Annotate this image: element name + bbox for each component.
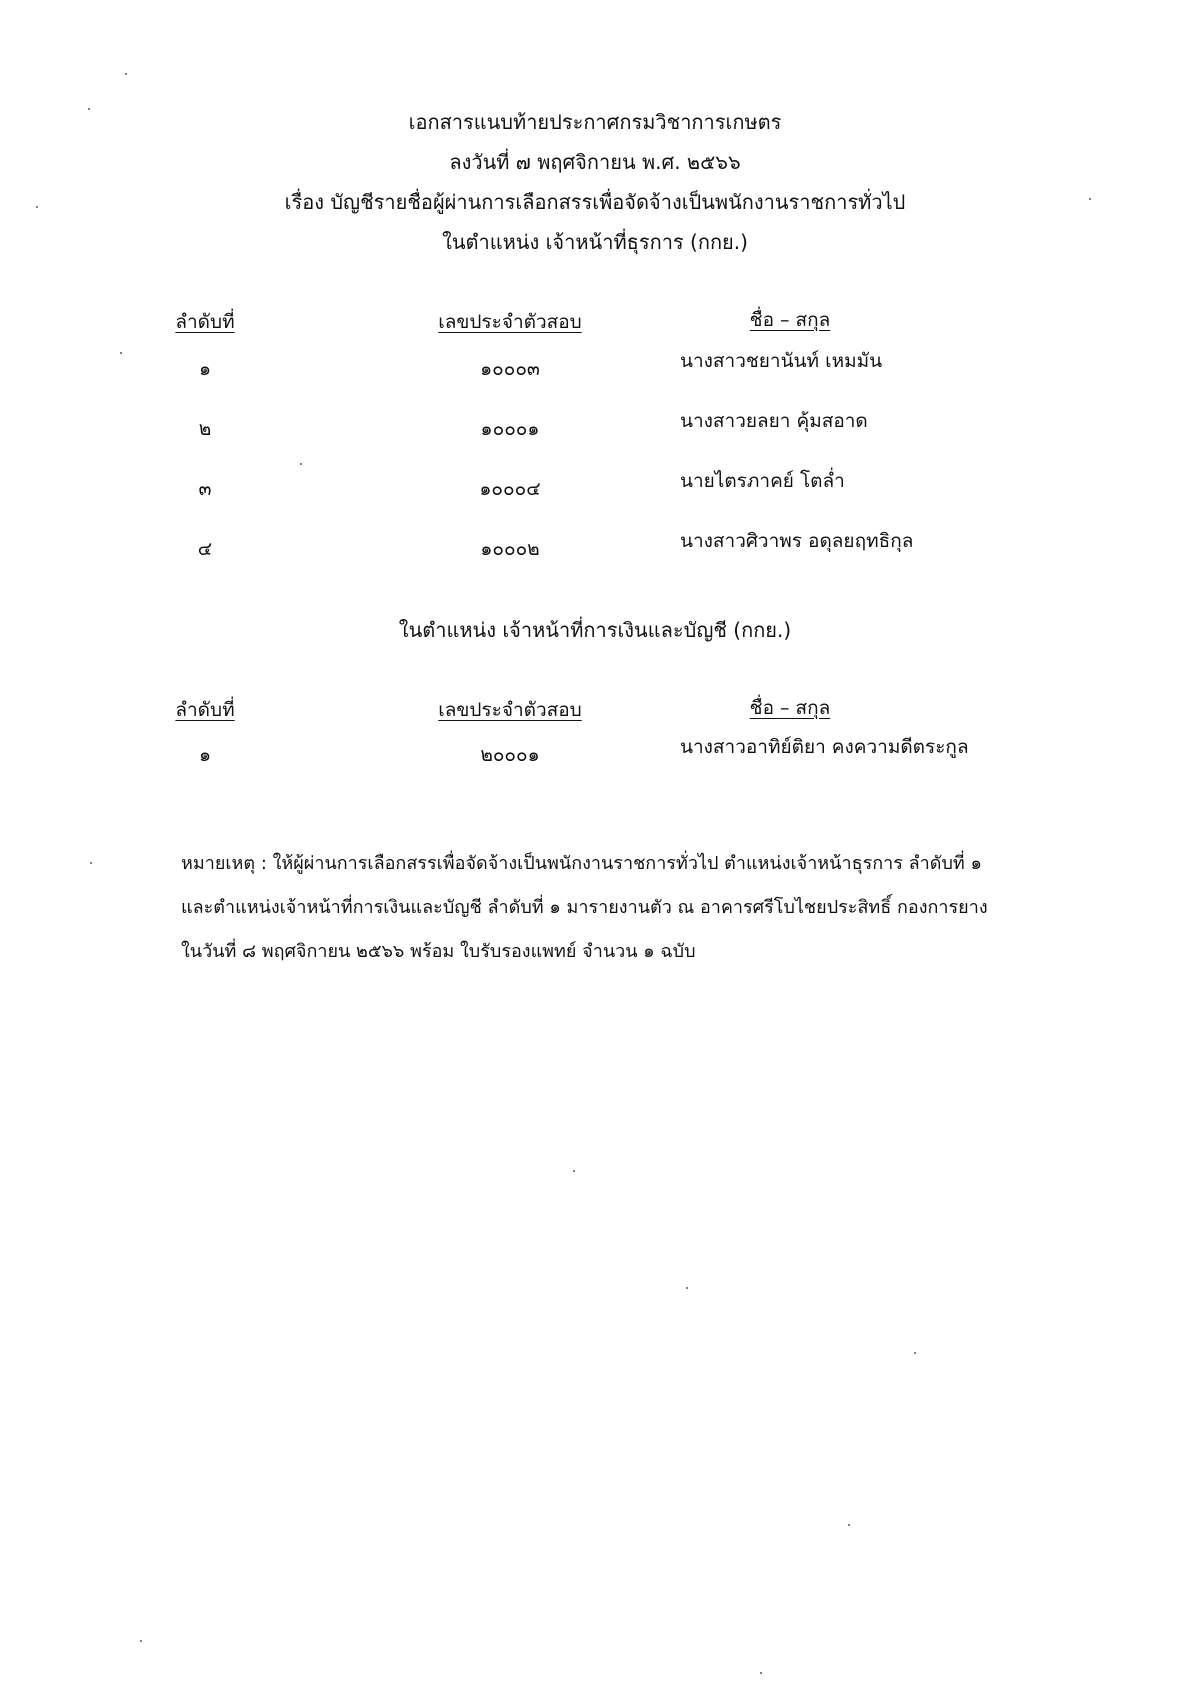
scan-speck bbox=[88, 108, 90, 110]
scan-speck bbox=[125, 73, 127, 75]
table2-row-1-rank: ๑ bbox=[198, 744, 212, 766]
doc-heading-position: ในตำแหน่ง เจ้าหน้าที่ธุรการ (กกย.) bbox=[442, 230, 748, 254]
scan-speck bbox=[36, 206, 38, 208]
scan-speck bbox=[120, 352, 122, 354]
scan-speck bbox=[140, 1640, 142, 1642]
table1-row-4-exam-id: ๑๐๐๐๒ bbox=[480, 538, 540, 560]
note-line-1: หมายเหตุ : ให้ผู้ผ่านการเลือกสรรเพื่อจัดจ้างเป็นพนักงานราชการทั่วไป ตำแหน่งเจ้าหน้าธุรการ ลำดับที่ ๑ bbox=[181, 853, 982, 874]
table1-row-3-name: นายไตรภาคย์ โตล่ำ bbox=[680, 470, 845, 492]
table1-row-1-name: นางสาวชยานันท์ เหมมัน bbox=[680, 350, 883, 372]
section2-title: ในตำแหน่ง เจ้าหน้าที่การเงินและบัญชี (กกย.) bbox=[398, 618, 792, 642]
scan-speck bbox=[760, 1672, 762, 1674]
table2-header-exam-id: เลขประจำตัวสอบ bbox=[438, 699, 582, 721]
doc-heading-date: ลงวันที่ ๗ พฤศจิกายน พ.ศ. ๒๕๖๖ bbox=[449, 150, 741, 174]
note-line-2: และตำแหน่งเจ้าหน้าที่การเงินและบัญชี ลำดับที่ ๑ มารายงานตัว ณ อาคารศรีโบไชยประสิทธิ์ กองการยาง bbox=[181, 897, 988, 918]
scan-speck bbox=[848, 1524, 850, 1526]
table1-header-name: ชื่อ – สกุล bbox=[749, 309, 831, 331]
table1-row-1-exam-id: ๑๐๐๐๓ bbox=[480, 358, 540, 380]
scan-speck bbox=[300, 463, 302, 465]
scan-speck bbox=[90, 862, 92, 864]
table1-row-4-rank: ๔ bbox=[197, 538, 213, 560]
table1-row-2-rank: ๒ bbox=[198, 418, 212, 440]
table1-row-1-rank: ๑ bbox=[198, 358, 212, 380]
table1-row-2-name: นางสาวยลยา คุ้มสอาด bbox=[680, 410, 868, 432]
table1-header-rank: ลำดับที่ bbox=[175, 311, 235, 333]
doc-heading-subject: เรื่อง บัญชีรายชื่อผู้ผ่านการเลือกสรรเพื่อจัดจ้างเป็นพนักงานราชการทั่วไป bbox=[284, 190, 906, 214]
table2-header-rank: ลำดับที่ bbox=[175, 699, 235, 721]
table2-row-1-exam-id: ๒๐๐๐๑ bbox=[480, 744, 540, 766]
table1-row-3-rank: ๓ bbox=[198, 478, 212, 500]
table1-header-exam-id: เลขประจำตัวสอบ bbox=[438, 311, 582, 333]
note-line-3: ในวันที่ ๘ พฤศจิกายน ๒๕๖๖ พร้อม ใบรับรองแพทย์ จำนวน ๑ ฉบับ bbox=[181, 941, 696, 962]
scan-speck bbox=[686, 1287, 688, 1289]
scan-speck bbox=[1089, 198, 1091, 200]
table2-row-1-name: นางสาวอาทิย์ติยา คงความดีตระกูล bbox=[680, 736, 969, 758]
table1-row-3-exam-id: ๑๐๐๐๔ bbox=[479, 478, 541, 500]
table2-header-name: ชื่อ – สกุล bbox=[749, 697, 831, 719]
table1-row-2-exam-id: ๑๐๐๐๑ bbox=[480, 418, 540, 440]
scan-speck bbox=[914, 1352, 916, 1354]
doc-heading-line-1: เอกสารแนบท้ายประกาศกรมวิชาการเกษตร bbox=[408, 110, 782, 134]
scan-speck bbox=[573, 1170, 575, 1172]
table1-row-4-name: นางสาวศิวาพร อดุลยฤทธิกุล bbox=[680, 530, 914, 552]
